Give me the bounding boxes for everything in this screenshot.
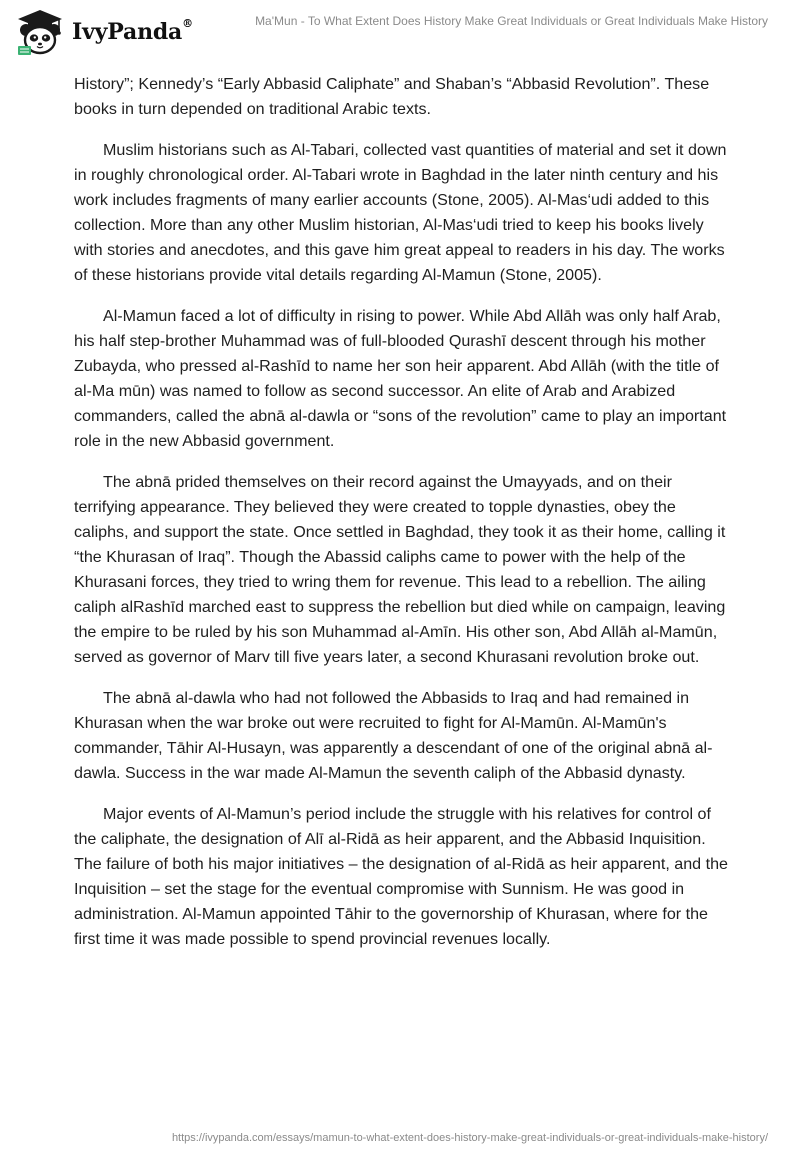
paragraph: The abnā prided themselves on their record against the Umayyads, and on their terrifying appearance. They believed they were created to topple dynasties, obey the caliphs, and support the state. Once settled in Baghdad, they took it as their home, calling it “the Khurasan of Iraq”. Though the Abassid caliphs came to power with the help of the Khurasani forces, they tried to wring them for revenue. This lead to a rebellion. The ailing caliph alRashīd marched east to suppress the rebellion but died while on campaign, leaving the empire to be ruled by his son Muhammad al-Amīn. His other son, Abd Allāh al-Mamūn, served as governor of Marv till five years later, a second Khurasani revolution broke out. xyxy=(74,473,726,666)
paragraph: Muslim historians such as Al-Tabari, collected vast quantities of material and set it down in roughly chronological order. Al-Tabari wrote in Baghdad in the later ninth century and his work includes fragments of many earlier accounts (Stone, 2005). Al-Mas‘udi added to this collection. More than any other Muslim historian, Al-Mas‘udi tried to keep his books lively with stories and anecdotes, and this gave him great appeal to readers in his day. The works of these historians provide vital details regarding Al-Mamun (Stone, 2005). xyxy=(74,141,727,284)
registered-mark: ® xyxy=(182,17,193,30)
page-header xyxy=(0,0,800,64)
source-url[interactable]: https://ivypanda.com/essays/mamun-to-what-extent-does-history-make-great-individuals-or-great-individuals-make-history/ xyxy=(171,1132,768,1144)
document-title: Ma'Mun - To What Extent Does History Make Great Individuals or Great Individuals Make History xyxy=(255,14,768,28)
essay-body xyxy=(74,72,734,968)
logo-text xyxy=(72,19,193,45)
paragraph: Al-Mamun faced a lot of difficulty in rising to power. While Abd Allāh was only half Arab, his half step-brother Muhammad was of full-blooded Qurashī descent through his mother Zubayda, who pressed al-Rashīd to name her son heir apparent. Abd Allāh (with the title of al-Ma mūn) was named to follow as second successor. An elite of Arab and Arabized commanders, called the abnā al-dawla or “sons of the revolution” came to play an important role in the new Abbasid government. xyxy=(74,307,727,450)
paragraph: The abnā al-dawla who had not followed the Abbasids to Iraq and had remained in Khurasan when the war broke out were recruited to fight for Al-Mamūn. Al-Mamūn's commander, Tāhir Al-Husayn, was apparently a descendant of one of the original abnā al-dawla. Success in the war made Al-Mamun the seventh caliph of the Abbasid dynasty. xyxy=(74,689,713,782)
paragraph: Major events of Al-Mamun’s period include the struggle with his relatives for control of the caliphate, the designation of Alī al-Ridā as heir apparent, and the Abbasid Inquisition. The failure of both his major initiatives – the designation of al-Ridā as heir apparent, and the Inquisition – set the stage for the eventual compromise with Sunnism. He was good in administration. Al-Mamun appointed Tāhir to the governorship of Khurasan, where for the first time it was made possible to spend provincial revenues locally. xyxy=(74,805,728,948)
panda-graduate-icon xyxy=(14,8,66,56)
logo-wordmark: IvyPanda xyxy=(72,19,183,45)
ivypanda-logo[interactable] xyxy=(14,8,193,56)
paragraph: History”; Kennedy’s “Early Abbasid Caliphate” and Shaban’s “Abbasid Revolution”. These books in turn depended on traditional Arabic texts. xyxy=(74,75,710,118)
